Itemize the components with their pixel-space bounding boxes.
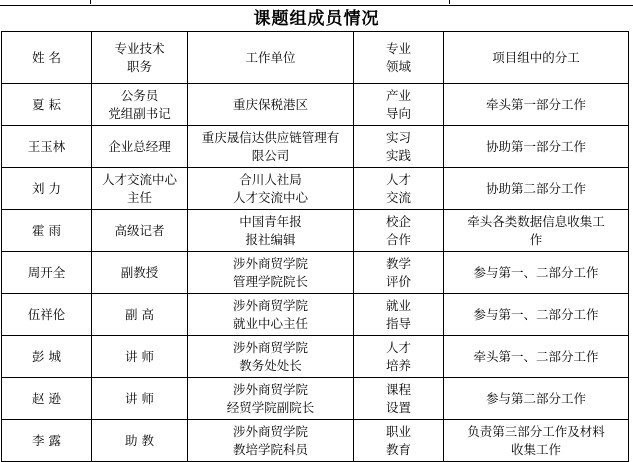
member-employer: 中国青年报 报社编辑: [188, 210, 354, 252]
member-row: [2, 378, 629, 420]
members-table: [1, 31, 629, 462]
member-name: 伍祥伦: [2, 294, 92, 336]
member-title: 公务员 党组副书记: [92, 84, 188, 126]
member-field: 人才 培养: [354, 336, 444, 378]
member-name: 王玉林: [2, 126, 92, 168]
member-role: 参与第二部分工作: [444, 378, 629, 420]
member-role: 牵头第一部分工作: [444, 84, 629, 126]
member-name: 彭 城: [2, 336, 92, 378]
header-row: [2, 32, 629, 84]
member-row: [2, 252, 629, 294]
member-row: [2, 294, 629, 336]
member-field: 实习 实践: [354, 126, 444, 168]
member-employer: 重庆晟信达供应链管理有 限公司: [188, 126, 354, 168]
member-role: 负责第三部分工作及材料 收集工作: [444, 420, 629, 462]
member-name: 夏 耘: [2, 84, 92, 126]
member-title: 讲 师: [92, 378, 188, 420]
member-title: 副 高: [92, 294, 188, 336]
member-title: 高级记者: [92, 210, 188, 252]
member-row: [2, 126, 629, 168]
previous-table-cell: [91, 0, 450, 4]
member-title: 企业总经理: [92, 126, 188, 168]
header-field: 专业 领域: [354, 32, 444, 84]
member-name: 赵 逊: [2, 378, 92, 420]
member-employer: 合川人社局 人才交流中心: [188, 168, 354, 210]
member-name: 周开全: [2, 252, 92, 294]
header-title-duty: 专业技术 职务: [92, 32, 188, 84]
member-role: 协助第一部分工作: [444, 126, 629, 168]
member-employer: 重庆保税港区: [188, 84, 354, 126]
previous-table-cell: [0, 0, 91, 4]
member-row: [2, 420, 629, 462]
member-name: 霍 雨: [2, 210, 92, 252]
member-employer: 涉外商贸学院 管理学院院长: [188, 252, 354, 294]
member-role: 牵头各类数据信息收集工 作: [444, 210, 629, 252]
header-name: 姓 名: [2, 32, 92, 84]
member-field: 职业 教育: [354, 420, 444, 462]
table-title: 课题组成员情况: [253, 9, 380, 29]
member-row: [2, 210, 629, 252]
header-employer: 工作单位: [188, 32, 354, 84]
member-title: 人才交流中心 主任: [92, 168, 188, 210]
member-name: 刘 力: [2, 168, 92, 210]
member-employer: 涉外商贸学院 教务处处长: [188, 336, 354, 378]
member-title: 讲 师: [92, 336, 188, 378]
member-role: 参与第一、二部分工作: [444, 294, 629, 336]
member-row: [2, 84, 629, 126]
member-row: [2, 336, 629, 378]
member-role: 牵头第一、二部分工作: [444, 336, 629, 378]
member-field: 课程 设置: [354, 378, 444, 420]
member-row: [2, 168, 629, 210]
member-employer: 涉外商贸学院 就业中心主任: [188, 294, 354, 336]
member-name: 李 露: [2, 420, 92, 462]
member-title: 副教授: [92, 252, 188, 294]
member-employer: 涉外商贸学院 经贸学院副院长: [188, 378, 354, 420]
member-field: 教学 评价: [354, 252, 444, 294]
member-title: 助 教: [92, 420, 188, 462]
member-field: 校企 合作: [354, 210, 444, 252]
member-field: 产业 导向: [354, 84, 444, 126]
member-employer: 涉外商贸学院 教培学院科员: [188, 420, 354, 462]
member-role: 协助第二部分工作: [444, 168, 629, 210]
member-field: 就业 指导: [354, 294, 444, 336]
member-role: 参与第一、二部分工作: [444, 252, 629, 294]
member-field: 人才 交流: [354, 168, 444, 210]
header-role: 项目组中的分工: [444, 32, 629, 84]
